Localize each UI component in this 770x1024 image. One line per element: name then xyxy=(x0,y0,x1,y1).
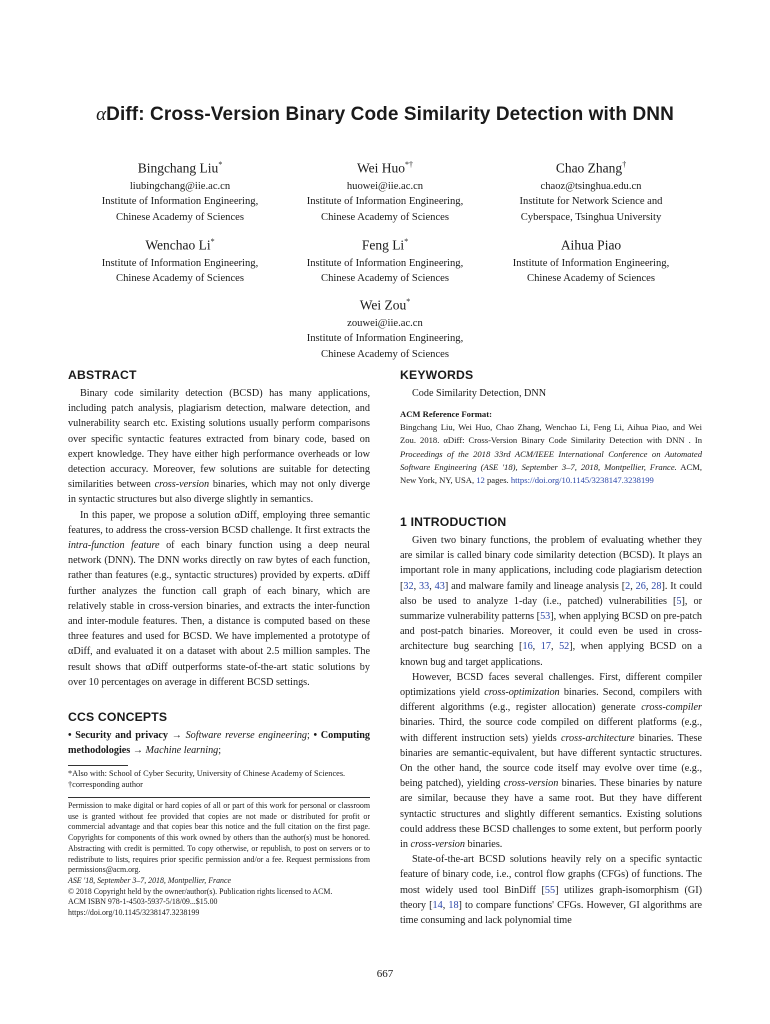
ccs-term: • Security and privacy xyxy=(68,730,169,741)
intro-text: ], when applying BCSD on a known bug and target applications. xyxy=(400,641,703,668)
author-mark: † xyxy=(622,160,627,169)
citation-link[interactable]: 28 xyxy=(651,580,662,592)
author-affiliation: Institute of Information Engineering, xyxy=(101,257,259,269)
author-block xyxy=(476,232,706,287)
citation-link[interactable]: 55 xyxy=(544,884,556,896)
permission-block xyxy=(68,801,370,919)
introduction-body: Given two binary functions, the problem of evaluating whether they are similar is called binary code similarity detection (BCSD). It plays an important role in many applications, including code plagiarism detection [32, 33, 43] and malware family and lineage analysis [2, 26, 28]. It could also be used to analyze 1-day (i.e., patched) vulnerabilities [5], or summarize vulnerability patterns [53], when applying BCSD on pre-patch and post-patch binaries. Moreover, it could even be used in cross-architecture bug searching [16, 17, 52], when applying BCSD on a known bug and target applications. However, BCSD faces several challenges. First, different compiler optimizations yield cross-optimization binaries. Second, compilers with different algorithms (e.g., register allocation) generate cross-compiler binaries. Third, the source code compiled on different platforms (e.g., with different instruction sets) yields cross-architecture binaries. These binaries are semantic-equivalent, but have different syntactic structures. On the other hand, the source code itself may evolve over time (e.g., being patched), yielding cross-version binaries. These binaries by nature are similar, because they have a same root. But they have different syntactic structures and slightly different semantics. Existing solutions could address these BCSD challenges to some extent, but perform poorly in cross-version binaries. State-of-the-art BCSD solutions heavily rely on a specific syntactic feature of binary code, i.e., control flow graphs (CFGs) of functions. The most widely used tool BinDiff [55] utilizes graph-isomorphism (GI) theory [14, 18] to compare functions' CFGs. However, GI algorithms are time consuming and lack polynomial time xyxy=(400,535,703,927)
author-block xyxy=(65,155,295,225)
intro-text: Given two binary functions, the problem of evaluating whether they are similar is called binary code similarity detection (BCSD). It plays an important role in many applications, including code plagiarism detection [ xyxy=(400,535,702,592)
citation-link[interactable]: 14 xyxy=(432,899,443,911)
author-email: liubingchang@iie.ac.cn xyxy=(129,180,231,192)
author-email: zouwei@iie.ac.cn xyxy=(347,317,423,329)
acm-reference-text: Bingchang Liu, Wei Huo, Chao Zhang, Wenchao Li, Feng Li, Aihua Piao, and Wei Zou. 2018. αDiff: Cross-Version Binary Code Similarity Detection with DNN . In xyxy=(400,422,702,446)
acm-reference-text: pages. xyxy=(484,475,511,486)
abstract-emphasis: intra-function feature xyxy=(68,540,160,552)
ccs-arrow: → xyxy=(130,745,146,757)
author-affiliation: Chinese Academy of Sciences xyxy=(527,273,655,285)
intro-emphasis: cross-version xyxy=(503,778,559,790)
author-affiliation: Institute of Information Engineering, xyxy=(306,257,464,269)
author-name: Aihua Piao xyxy=(560,237,622,253)
citation-link[interactable]: 33 xyxy=(419,580,430,592)
author-mark: *† xyxy=(405,160,414,169)
ccs-arrow: → xyxy=(168,730,186,741)
author-name: Wei Huo xyxy=(356,160,406,176)
intro-text: ] and malware family and lineage analysis [ xyxy=(444,580,626,592)
intro-text: State-of-the-art BCSD solutions heavily rely on a specific syntactic feature of binary code, i.e., control flow graphs (CFGs) of functions. The most widely used tool BinDiff [ xyxy=(400,854,702,896)
author-affiliation: Chinese Academy of Sciences xyxy=(321,348,449,360)
author-block xyxy=(270,155,500,225)
author-affiliation: Institute of Information Engineering, xyxy=(306,196,464,208)
author-block xyxy=(270,292,500,362)
intro-text: ] utilizes graph-isomorphism (GI) theory [ xyxy=(400,884,702,911)
author-affiliation: Chinese Academy of Sciences xyxy=(116,211,244,223)
author-block xyxy=(476,155,706,225)
citation-link[interactable]: 17 xyxy=(540,641,551,653)
ccs-term: • Computing methodologies xyxy=(68,730,371,757)
ccs-body xyxy=(68,728,370,758)
author-block xyxy=(270,232,500,287)
author-affiliation: Institute of Information Engineering, xyxy=(306,333,464,345)
abstract-text: of each binary function using a deep neural network (DNN). The DNN works directly on raw bytes of each function, rather than features (e.g., syntactic structures) provided by experts. αDiff further analyzes the function call graph of each binary, which are relatively stable in cross-version binaries, and extracts the inter-function and inter-module features. Then, a distance is computed based on these three features and used for BCSD. We have implemented a prototype of αDiff, and evaluated it on a dataset with about 2.5 million samples. The result shows that αDiff outperforms state-of-the-art static solutions by over 10 percentages on average in different BCSD settings. xyxy=(68,540,370,688)
citation-link[interactable]: 2 xyxy=(625,580,631,592)
intro-emphasis: cross-compiler xyxy=(641,702,702,714)
abstract-body xyxy=(68,386,370,690)
ccs-separator: ; xyxy=(307,730,314,741)
author-block xyxy=(65,232,295,287)
keywords-text: Code Similarity Detection, DNN xyxy=(412,388,547,399)
abstract-text: binaries, which may not only diverge in syntactic structures but also diverge slightly in semantics. xyxy=(68,479,370,506)
author-mark: * xyxy=(210,237,215,246)
citation-link[interactable]: 26 xyxy=(635,580,646,592)
ccs-heading: CCS CONCEPTS xyxy=(68,710,168,724)
author-email: huowei@iie.ac.cn xyxy=(346,180,424,192)
footnotes xyxy=(68,768,370,790)
intro-text: binaries. These binaries are semantic-equivalent, but have different syntactic structures. On the other hand, the source code itself may evolve over time (e.g., being patched), yielding xyxy=(400,732,702,790)
author-name: Feng Li xyxy=(361,237,405,253)
intro-emphasis: cross-optimization xyxy=(484,687,560,699)
intro-text: binaries. These binaries by nature are similar, because they have a same root. But they have different syntactic structures and slightly different semantics. Existing solutions could address these BCSD challenges to some extent, but perform poorly in xyxy=(400,778,703,851)
footnote-rule xyxy=(68,765,128,766)
author-affiliation: Institute for Network Science and xyxy=(519,196,663,208)
acm-reference-text: ACM, New York, NY, USA, xyxy=(400,461,702,486)
citation-link[interactable]: 18 xyxy=(448,899,459,911)
author-email: chaoz@tsinghua.edu.cn xyxy=(540,180,642,192)
intro-text: binaries. Second, compilers with different algorithms (e.g., register allocation) generate xyxy=(400,687,702,714)
intro-emphasis: cross-version xyxy=(410,839,465,851)
abstract-text: In this paper, we propose a solution αDiff, employing three semantic features, to address the cross-version BCSD challenge. It first extracts the xyxy=(68,509,370,536)
intro-text: ] to compare functions' CFGs. However, GI algorithms are time consuming and lack polynomial time xyxy=(400,899,703,927)
title-text: Diff: Cross-Version Binary Code Similarity Detection with DNN xyxy=(106,104,674,125)
title-alpha: α xyxy=(96,104,107,125)
intro-emphasis: cross-architecture xyxy=(560,732,635,744)
doi-link[interactable]: https://doi.org/10.1145/3238147.3238199 xyxy=(68,908,200,918)
conference-info: ASE '18, September 3–7, 2018, Montpellier, France xyxy=(68,875,231,885)
footnote: †corresponding author xyxy=(68,780,143,790)
ccs-concept: Machine learning xyxy=(145,745,219,757)
ccs-end: ; xyxy=(218,745,222,757)
author-affiliation: Chinese Academy of Sciences xyxy=(321,211,449,223)
intro-text: ]. It could also be used to analyze 1-day (i.e., patched) vulnerabilities [ xyxy=(400,580,703,607)
abstract-heading: ABSTRACT xyxy=(68,368,137,382)
author-name: Bingchang Liu xyxy=(137,160,219,176)
citation-link[interactable]: 52 xyxy=(559,641,570,653)
author-affiliation: Institute of Information Engineering, xyxy=(101,196,259,208)
intro-text: binaries. Third, the source code compiled on different platforms (e.g., with different instruction sets) yields xyxy=(400,717,702,744)
citation-link[interactable]: 5 xyxy=(676,595,682,607)
author-name: Wei Zou xyxy=(359,297,407,313)
citation-link[interactable]: 32 xyxy=(403,580,414,592)
copyright-text: © 2018 Copyright held by the owner/author(s). Publication rights licensed to ACM. xyxy=(68,886,333,896)
acm-reference-heading: ACM Reference Format: xyxy=(400,409,492,419)
acm-reference-venue: Proceedings of the 2018 33rd ACM/IEEE International Conference on Automated Software Engineering (ASE '18), September 3–7, 2018, Montpellier, France. xyxy=(400,448,702,472)
citation-link[interactable]: 53 xyxy=(540,611,551,623)
author-name: Chao Zhang xyxy=(555,160,623,176)
isbn-text: ACM ISBN 978-1-4503-5937-5/18/09...$15.00 xyxy=(68,897,218,907)
abstract-text: Binary code similarity detection (BCSD) has many applications, including patch analysis, plagiarism detection, malware detection, and vulnerability search etc. Existing solutions usually perform comparisons over specific syntactic features extracted from binary code, based on expert knowledge. They have either high performance overheads or low detection accuracy. Moreover, few solutions are suitable for detecting similarities between xyxy=(68,388,370,491)
keywords-heading: KEYWORDS xyxy=(400,368,474,382)
citation-link[interactable]: 16 xyxy=(522,641,533,653)
permission-rule xyxy=(68,797,370,798)
author-mark: * xyxy=(218,160,223,169)
author-affiliation: Chinese Academy of Sciences xyxy=(116,273,244,285)
intro-text: ], or summarize vulnerability patterns [ xyxy=(400,595,702,623)
intro-text: However, BCSD faces several challenges. First, different compiler optimizations yield xyxy=(400,671,702,699)
abstract-emphasis: cross-version xyxy=(154,479,210,491)
author-name: Wenchao Li xyxy=(145,237,211,253)
citation-link[interactable]: 43 xyxy=(434,580,445,592)
author-affiliation: Cyberspace, Tsinghua University xyxy=(520,211,662,223)
author-affiliation: Institute of Information Engineering, xyxy=(512,257,670,269)
intro-text: ], when applying BCSD on pre-patch and post-patch binaries. Moreover, it could even be used in cross-architecture bug searching [ xyxy=(400,611,702,653)
paper-title xyxy=(0,104,770,126)
author-mark: * xyxy=(406,297,411,306)
acm-reference-pages[interactable]: 12 xyxy=(476,475,485,486)
author-mark: * xyxy=(404,237,409,246)
permission-text: Permission to make digital or hard copies of all or part of this work for personal or classroom use is granted without fee provided that copies are not made or distributed for profit or commercial advantage and that copies bear this notice and the full citation on the first page. Copyrights for components of this work owned by others than the author(s) must be honored. Abstracting with credit is permitted. To copy otherwise, or republish, to post on servers or to redistribute to lists, requires prior specific permission and/or a fee. Request permissions from permissions@acm.org. xyxy=(68,801,370,875)
acm-reference xyxy=(400,408,702,487)
ccs-concept: Software reverse engineering xyxy=(185,730,308,741)
introduction-heading: 1 INTRODUCTION xyxy=(400,515,507,529)
footnote: *Also with: School of Cyber Security, University of Chinese Academy of Sciences. xyxy=(68,769,346,778)
intro-text: binaries. xyxy=(465,839,503,851)
page-number: 667 xyxy=(376,968,394,980)
author-affiliation: Chinese Academy of Sciences xyxy=(321,273,449,285)
acm-reference-link[interactable]: https://doi.org/10.1145/3238147.3238199 xyxy=(510,475,654,486)
